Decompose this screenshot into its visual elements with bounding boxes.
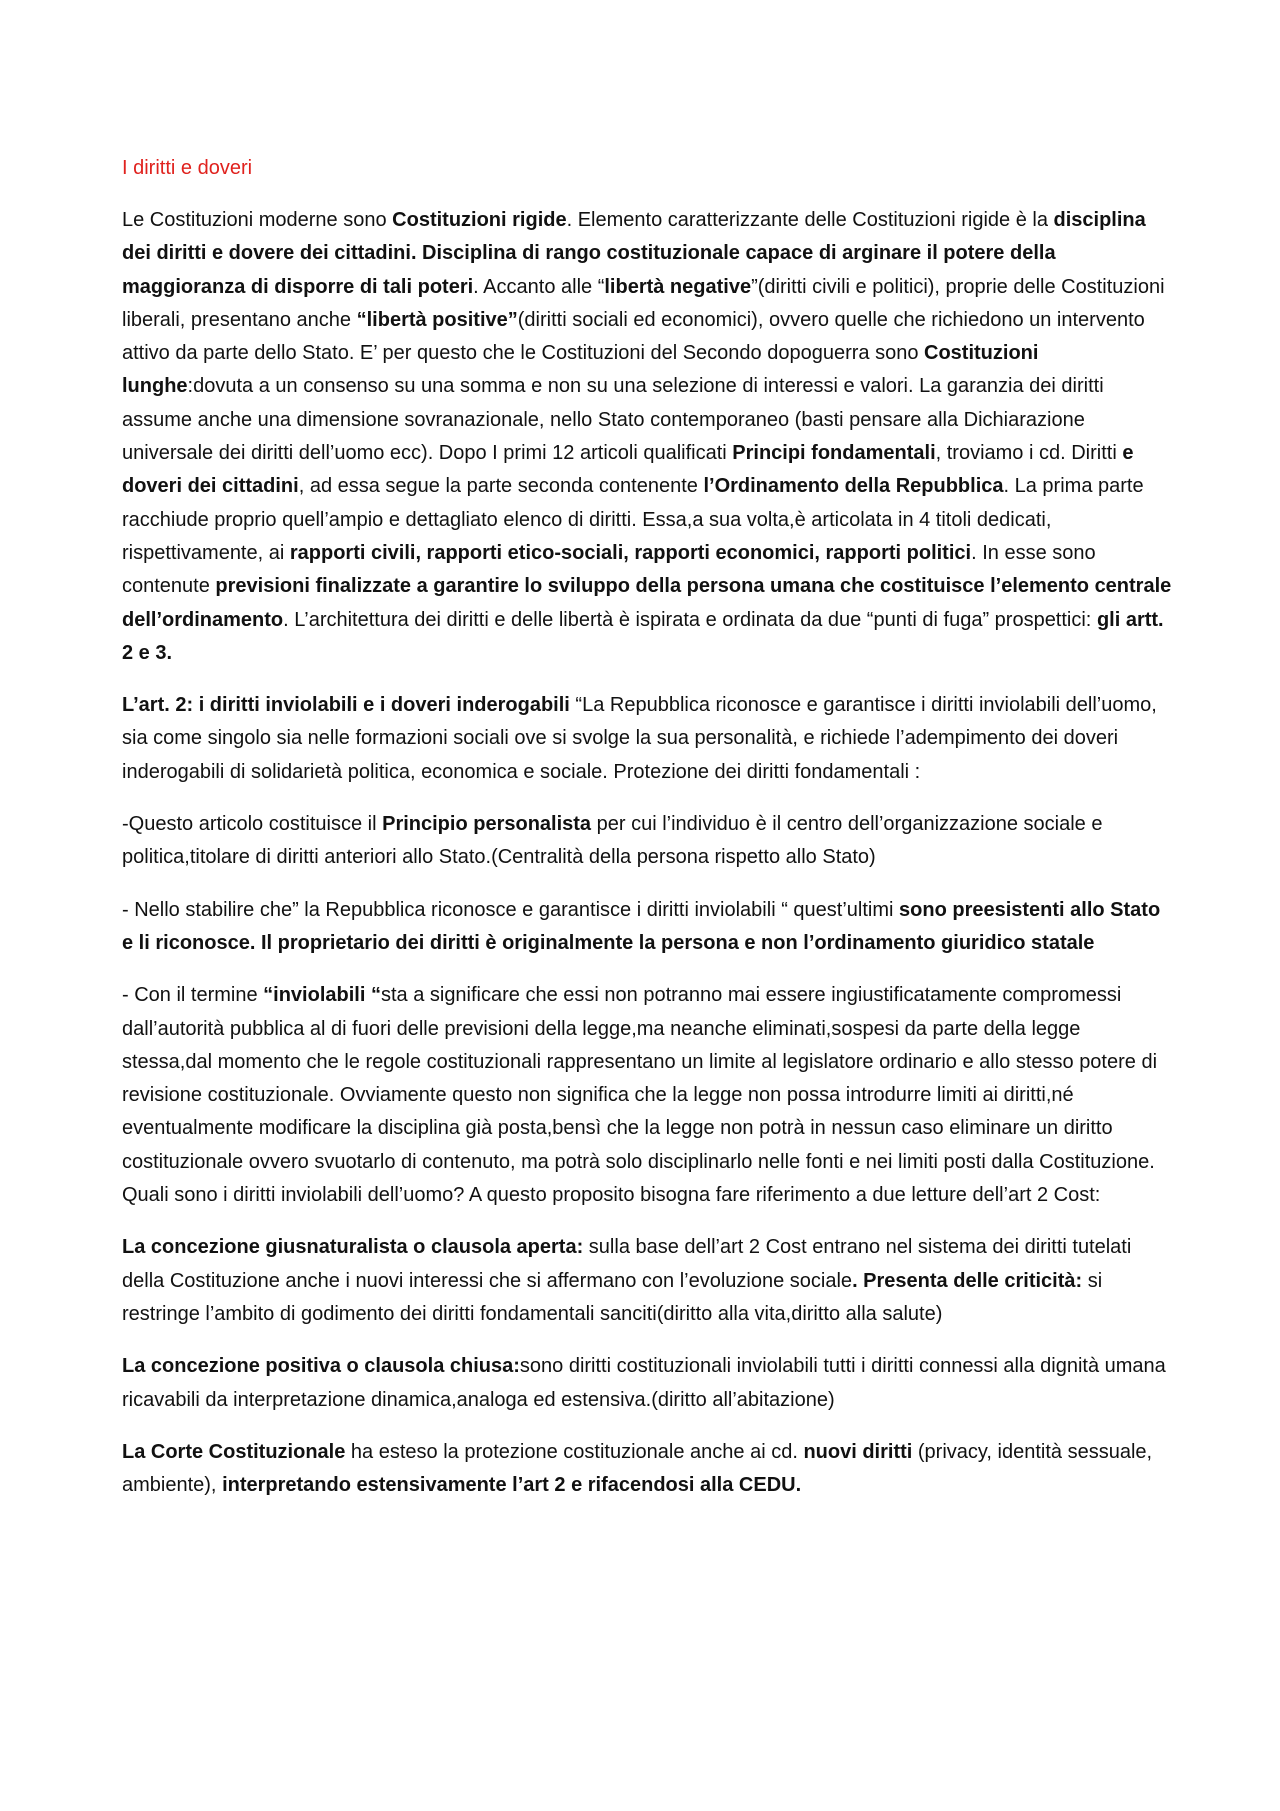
bold-text-run: “inviolabili “ [263, 984, 381, 1007]
bold-text-run: La Corte Costituzionale [122, 1440, 346, 1463]
bold-text-run: . Presenta delle criticità: [852, 1269, 1083, 1292]
document-page [122, 152, 1172, 1521]
text-run: “La Repubblica riconosce e garantisce i diritti inviolabili dell’uomo, sia come singolo sia nelle formazioni sociali ove si svolge la sua personalità, e richiede l’adempimento dei doveri inderogabili di solidarietà politica, economica e sociale. Protezione dei diritti fondamentali : [122, 694, 1157, 783]
paragraph-principio-personalista [122, 808, 1172, 875]
text-run: , troviamo i cd. Diritti [935, 442, 1123, 465]
text-run: - Con il termine [122, 984, 264, 1007]
paragraph-costituzioni-rigide [122, 204, 1172, 670]
text-run: ”(diritti civili e politici), proprie delle Costituzioni liberali, presentano anche [122, 275, 1165, 331]
bold-text-run: gli artt. 2 e 3. [122, 608, 1164, 664]
bold-text-run: La concezione positiva o clausola chiusa: [122, 1355, 520, 1378]
document-title: I diritti e doveri [122, 157, 253, 179]
bold-text-run: sono preesistenti allo Stato e li riconosce. Il proprietario dei diritti è originalmente la persona e non l’ordinamento giuridico statale [122, 898, 1161, 954]
text-run: -Questo articolo costituisce il [122, 813, 383, 836]
text-run: si restringe l’ambito di godimento dei diritti fondamentali sanciti(diritto alla vita,diritto alla salute) [122, 1269, 1103, 1325]
bold-text-run: disciplina dei diritti e dovere dei cittadini. Disciplina di rango costituzionale capace di arginare il potere della maggioranza di disporre di tali poteri [122, 209, 1146, 298]
text-run: Le Costituzioni moderne sono [122, 209, 393, 231]
bold-text-run: Costituzioni lunghe [122, 342, 1039, 398]
text-run: . Elemento caratterizzante delle Costituzioni rigide è la [566, 209, 1054, 231]
paragraph-giusnaturalista [122, 1231, 1172, 1331]
text-run: (privacy, identità sessuale, ambiente), [122, 1440, 1153, 1497]
bold-text-run: interpretando estensivamente l’art 2 e rifacendosi alla CEDU. [222, 1474, 802, 1497]
text-run: . Accanto alle “ [473, 275, 605, 298]
bold-text-run: Costituzioni rigide [392, 209, 567, 231]
bold-text-run: libertà negative [604, 275, 752, 298]
text-run: sono diritti costituzionali inviolabili tutti i diritti connessi alla dignità umana ricavabili da interpretazione dinamica,analoga ed estensiva.(diritto all’abitazione) [122, 1355, 1166, 1411]
paragraph-preesistenti [122, 894, 1172, 961]
text-run: sta a significare che essi non potranno mai essere ingiustificatamente compromessi dall’autorità pubblica al di fuori delle previsioni della legge,ma neanche eliminati,sospesi da parte della legge stessa,dal momento che le regole costituzionali rappresentano un limite al legislatore ordinario e allo stesso potere di revisione costituzionale. Ovviamente questo non significa che la legge non possa introdurre limiti ai diritti,né eventualmente modificare la disciplina già posta,bensì che la legge non potrà in nessun caso eliminare un diritto costituzionale ovvero svuotarlo di contenuto, ma potrà solo disciplinarlo nelle fonti e nei limiti posti dalla Costituzione. Quali sono i diritti inviolabili dell’uomo? A questo proposito bisogna fare riferimento a due letture dell’art 2 Cost: [122, 984, 1158, 1207]
text-run: . In esse sono contenute [122, 541, 1096, 598]
text-run: per cui l’individuo è il centro dell’organizzazione sociale e politica,titolare di diritti anteriori allo Stato.(Centralità della persona rispetto allo Stato) [122, 813, 1103, 869]
bold-text-run: nuovi diritti [803, 1440, 913, 1463]
text-run: ha esteso la protezione costituzionale anche ai cd. [345, 1440, 804, 1463]
bold-text-run: rapporti civili, rapporti etico-sociali, rapporti economici, rapporti politici [289, 541, 972, 564]
bold-text-run: e doveri dei cittadini [122, 442, 1134, 498]
text-run: . L’architettura dei diritti e delle libertà è ispirata e ordinata da due “punti di fuga” prospettici: [283, 608, 1097, 631]
paragraph-positiva [122, 1350, 1172, 1417]
bold-text-run: L’art. 2: i diritti inviolabili e i doveri inderogabili [122, 694, 570, 717]
bold-text-run: La concezione giusnaturalista o clausola aperta: [122, 1236, 584, 1259]
bold-text-run: l’Ordinamento della Repubblica [703, 475, 1004, 498]
paragraph-art-2 [122, 689, 1172, 789]
text-run: , ad essa segue la parte seconda contenente [298, 475, 704, 498]
text-run: . La prima parte racchiude proprio quell’ampio e dettagliato elenco di diritti. Essa,a sua volta,è articolata in 4 titoli dedicati, rispettivamente, ai [122, 475, 1144, 564]
bold-text-run: Principio personalista [382, 813, 592, 836]
paragraph-corte-costituzionale [122, 1436, 1172, 1503]
text-run: :dovuta a un consenso su una somma e non su una selezione di interessi e valori. La garanzia dei diritti assume anche una dimensione sovranazionale, nello Stato contemporaneo (basti pensare alla Dichiarazione universale dei diritti dell’uomo ecc). Dopo I primi 12 articoli qualificati [122, 375, 1104, 465]
document-body [122, 204, 1172, 1502]
text-run: sulla base dell’art 2 Cost entrano nel sistema dei diritti tutelati della Costituzione anche i nuovi interessi che si affermano con l’evoluzione sociale [122, 1236, 1132, 1292]
bold-text-run: “libertà positive” [356, 308, 518, 331]
text-run: - Nello stabilire che” la Repubblica riconosce e garantisce i diritti inviolabili “ quest’ultimi [122, 898, 900, 921]
bold-text-run: previsioni finalizzate a garantire lo sviluppo della persona umana che costituisce l’elemento centrale dell’ordinamento [122, 575, 1172, 631]
paragraph-inviolabili [122, 979, 1172, 1212]
bold-text-run: Principi fondamentali [732, 442, 936, 465]
text-run: (diritti sociali ed economici), ovvero quelle che richiedono un intervento attivo da parte dello Stato. E’ per questo che le Costituzioni del Secondo dopoguerra sono [122, 308, 1145, 365]
